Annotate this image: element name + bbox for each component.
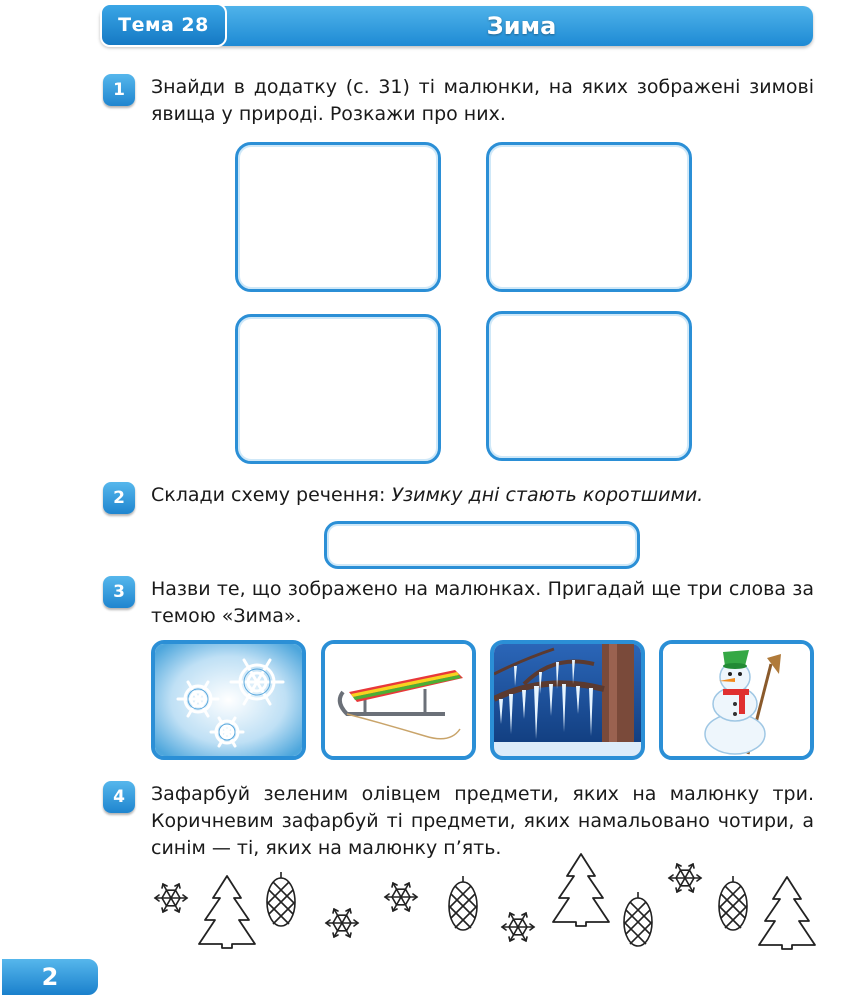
- task-2-text: [151, 482, 814, 509]
- task-number-1: 1: [103, 74, 135, 106]
- task-number-2: 2: [103, 482, 135, 514]
- answer-frame-3[interactable]: [235, 314, 441, 464]
- pinecone-ornament-1[interactable]: [267, 872, 295, 926]
- tree-ornament-2[interactable]: [553, 854, 609, 926]
- snowflake-ornament-5[interactable]: [669, 864, 701, 892]
- task-3-text: Назви те, що зображено на малюнках. Пригадай ще три слова за темою «Зима».: [151, 578, 814, 627]
- topic-label: Тема 28: [100, 3, 227, 47]
- tree-ornament-3[interactable]: [759, 877, 815, 949]
- task-2-prefix: Склади схему речення:: [151, 484, 392, 506]
- answer-frame-4[interactable]: [486, 311, 692, 461]
- pinecone-ornament-4[interactable]: [719, 876, 747, 930]
- pinecone-ornament-3[interactable]: [624, 892, 652, 946]
- snowflake-ornament-2[interactable]: [326, 909, 358, 937]
- answer-frame-1[interactable]: [235, 142, 441, 292]
- answer-frame-2[interactable]: [486, 142, 692, 292]
- pinecone-ornament-2[interactable]: [449, 876, 477, 930]
- snowflake-ornament-4[interactable]: [502, 913, 534, 941]
- sled-image: [321, 640, 476, 760]
- task-number-3: 3: [103, 576, 135, 608]
- task-number-4: 4: [103, 781, 135, 813]
- page-number: 2: [0, 957, 100, 997]
- task-2-sentence: Узимку дні стають коротшими.: [391, 484, 704, 506]
- sentence-scheme-box[interactable]: [324, 521, 640, 569]
- snowflakes-image: [151, 640, 306, 760]
- icy-tree-image: [490, 640, 645, 760]
- task-1-text: Знайди в додатку (с. 31) ті малюнки, на яких зображені зимові явища у природі. Розкажи про них.: [151, 76, 814, 125]
- snowman-image: [659, 640, 814, 760]
- task-4-text: Зафарбуй зеленим олівцем предмети, яких на малюнку три. Коричневим зафарбуй ті предмети, яких намальовано чотири, а синім — ті, яких на малюнку п’ять.: [151, 783, 814, 859]
- tree-ornament-1[interactable]: [199, 876, 255, 948]
- snowflake-ornament-1[interactable]: [155, 884, 187, 912]
- snowflake-ornament-3[interactable]: [385, 883, 417, 911]
- ornaments-picture: [140, 850, 820, 955]
- page-title: Зима: [486, 12, 557, 40]
